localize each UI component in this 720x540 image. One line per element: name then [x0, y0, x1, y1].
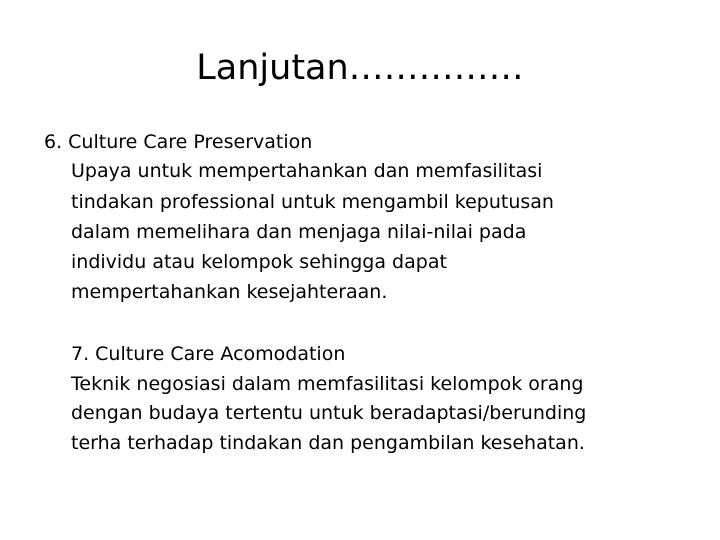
item-6-text-line-3: dalam memelihara dan menjaga nilai-nilai pada [71, 221, 527, 243]
item-7-text-line-1: Teknik negosiasi dalam memfasilitasi kelompok orang [71, 373, 584, 395]
item-6-heading: 6. Culture Care Preservation [44, 131, 313, 153]
slide-title: Lanjutan…………… [196, 48, 524, 88]
item-6-text-line-5: mempertahankan kesejahteraan. [71, 281, 388, 303]
item-6-text-line-2: tindakan professional untuk mengambil keputusan [71, 191, 554, 213]
item-7-heading: 7. Culture Care Acomodation [71, 343, 346, 365]
item-6-text-line-1: Upaya untuk mempertahankan dan memfasilitasi [71, 160, 543, 182]
item-7-text-line-3: terha terhadap tindakan dan pengambilan kesehatan. [71, 432, 585, 454]
item-6-text-line-4: individu atau kelompok sehingga dapat [71, 251, 447, 273]
item-7-text-line-2: dengan budaya tertentu untuk beradaptasi/berunding [71, 402, 587, 424]
